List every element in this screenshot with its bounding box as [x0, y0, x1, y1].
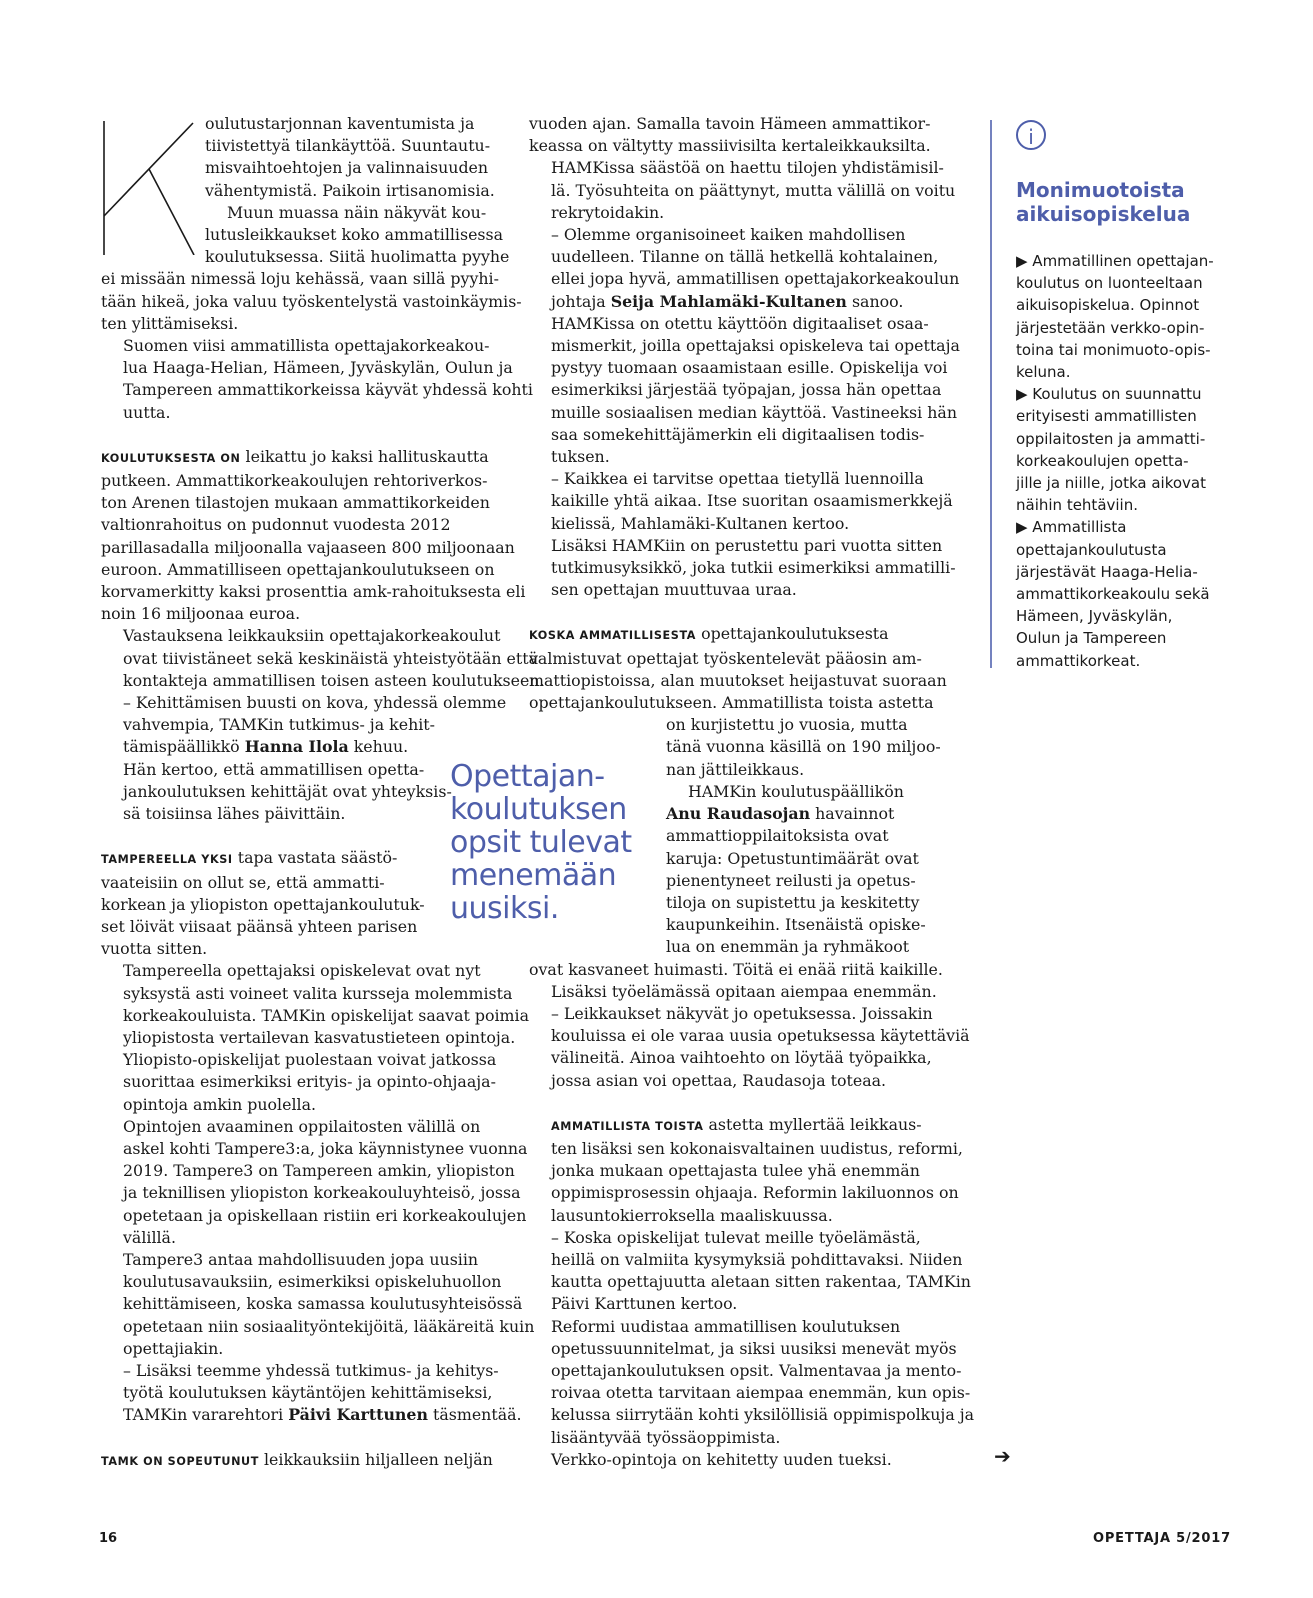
text-line: korkeakouluista. TAMKin opiskelijat saavat poimia [123, 1005, 529, 1025]
text-line: 2019. Tampere3 on Tampereen amkin, yliopiston [123, 1161, 515, 1181]
text-line: ja teknillisen yliopiston korkeakouluyhteisö, jossa [123, 1183, 521, 1203]
text-line: välillä. [123, 1227, 176, 1247]
text-line: nan jättileikkaus. [666, 759, 805, 779]
text-line: – Lisäksi teemme yhdessä tutkimus- ja kehitys- [123, 1360, 499, 1380]
sidebar-line: korkeakoulujen opetta- [1016, 451, 1189, 470]
text-line: Yliopisto-opiskelijat puolestaan voivat jatkossa [123, 1050, 497, 1070]
person-name: Päivi Karttunen [288, 1405, 428, 1425]
paragraph [101, 1249, 535, 1360]
text-line: esimerkiksi järjestää työpajan, jossa hän opettaa [551, 380, 942, 400]
text-line: astetta myllertää leikkaus- [703, 1114, 922, 1134]
text-line: leikattu jo kaksi hallituskautta [240, 446, 489, 466]
paragraph [529, 313, 960, 468]
sidebar-line: järjestetään verkko-opin- [1016, 318, 1205, 337]
text-line: tään hikeä, joka valuu työskentelystä vastoinkäymis- [101, 291, 522, 311]
text-line: lua on enemmän ja ryhmäkoot [666, 937, 910, 957]
paragraph [529, 157, 956, 224]
text-line: – Leikkaukset näkyvät jo opetuksessa. Joissakin [551, 1003, 933, 1023]
text-line: Lisäksi HAMKiin on perustettu pari vuotta sitten [551, 535, 943, 555]
text-line: Tampereella opettajaksi opiskelevat ovat nyt [123, 961, 481, 981]
text-line: ten ylittämiseksi. [101, 313, 239, 333]
next-page-arrow-icon: ➔ [994, 1444, 1011, 1468]
paragraph: HAMKin koulutuspäällikön Anu Raudasojan havainnot ammattioppilaitoksista ovat karuja: Opetustuntimäärät ovat pienentyneet reilusti ja opetus- tiloja on supistettu ja keskitetty kaupunkeihin. Itsenäistä opiske- lua on enemmän ja ryhmäkoot [529, 781, 939, 959]
kicker: KOSKA AMMATILLISESTA [529, 629, 697, 643]
text-line: Suomen viisi ammatillista opettajakorkeakou- [123, 336, 490, 356]
text-line: koulutuksessa. Siitä huolimatta pyyhe [205, 247, 510, 267]
text-line: – Olemme organisoineet kaiken mahdollisen [551, 225, 906, 245]
text-line: kouluissa ei ole varaa uusia opetuksessa käytettäviä [551, 1026, 970, 1046]
info-sidebar [990, 120, 1232, 668]
paragraph [529, 1003, 970, 1092]
paragraph: – Lisäksi teemme yhdessä tutkimus- ja kehitys- työtä koulutuksen käytäntöjen kehittämiseksi, TAMKin vararehtori Päivi Karttunen täsmentää. [101, 1360, 513, 1427]
text-line: ei missään nimessä loju kehässä, vaan sillä pyyhi- [101, 269, 499, 289]
text-line: oulutustarjonnan kaventumista ja [205, 114, 475, 133]
text-line: vuoden ajan. Samalla tavoin Hämeen ammattikor- [529, 114, 931, 133]
text-line: opettajankoulutukseen. Ammatillista toista astetta [529, 693, 934, 713]
text-line: kelussa siirrytään kohti yksilöllisiä oppimispolkuja ja [551, 1405, 975, 1425]
text-line: set löivät viisaat päänsä yhteen parisen [101, 916, 418, 936]
text-line: lä. Työsuhteita on päättynyt, mutta välillä on voitu [551, 180, 956, 200]
text-line: lisääntyvää työssäoppimista. [551, 1427, 781, 1447]
paragraph [529, 468, 953, 535]
text-line: ellei jopa hyvä, ammatillisen opettajakorkeakoulun [551, 269, 960, 289]
text-line: kontakteja ammatillisen toisen asteen koulutukseen. [123, 670, 545, 690]
text-line: Hän kertoo, että ammatillisen opetta- [123, 759, 425, 779]
paragraph [101, 268, 522, 335]
sidebar-line: ▶ Koulutus on suunnattu [1016, 385, 1202, 404]
kicker: TAMK ON SOPEUTUNUT [101, 1454, 259, 1468]
text-line: oppimisprosessin ohjaaja. Reformin lakiluonnos on [551, 1183, 959, 1203]
sidebar-line: Oulun ja Tampereen [1016, 629, 1167, 648]
paragraph [529, 981, 939, 1003]
pull-quote: Opettajan- koulutuksen opsit tulevat menemään uusiksi. [450, 759, 632, 926]
text-line: HAMKissa on otettu käyttöön digitaaliset osaa- [551, 313, 929, 333]
info-icon: i [1016, 120, 1046, 150]
text-line: mismerkit, joilla opettajaksi opiskeleva tai opettaja [551, 336, 960, 356]
text-line: on kurjistettu jo vuosia, mutta [666, 715, 908, 735]
text-line: lutusleikkaukset koko ammatillisessa [205, 225, 504, 245]
text-line: tänä vuonna käsillä on 190 miljoo- [666, 737, 941, 757]
text-line: ten lisäksi sen kokonaisvaltainen uudistus, reformi, [551, 1138, 963, 1158]
text-line: vahvempia, TAMKin tutkimus- ja kehit- [123, 715, 435, 735]
paragraph [101, 960, 529, 1115]
text-line: kaikille yhtä aikaa. Itse suoritan osaamismerkkejä [551, 491, 953, 511]
text-line: tiloja on supistettu ja keskitetty [666, 892, 920, 912]
text-line: valtionrahoitus on pudonnut vuodesta 2012 [101, 515, 451, 535]
text-line: parillasadalla miljoonalla vajaaseen 800 miljoonaan [101, 537, 515, 557]
sidebar-line: näihin tehtäviin. [1016, 496, 1138, 515]
paragraph [529, 623, 947, 714]
sidebar-line: erityisesti ammatillisten [1016, 407, 1197, 426]
text-line: heillä on valmiita kysymyksiä pohdittavaksi. Niiden [551, 1249, 963, 1269]
text-line: sen opettajan muuttuvaa uraa. [551, 580, 797, 600]
text-line: askel kohti Tampere3:a, joka käynnistynee vuonna [123, 1138, 528, 1158]
text-line: pystyy tuomaan osaamistaan esille. Opiskelija voi [551, 358, 948, 378]
text-line: – Kaikkea ei tarvitse opettaa tietyllä luennoilla [551, 469, 924, 489]
paragraph [101, 113, 513, 268]
paragraph [529, 1114, 963, 1227]
paragraph [101, 625, 545, 692]
text-line: kaupunkeihin. Itsenäistä opiske- [666, 915, 926, 935]
person-name: Hanna Ilola [244, 737, 349, 757]
text-line: Tampereen ammattikorkeissa käyvät yhdessä kohti [123, 380, 533, 400]
text-line: Opintojen avaaminen oppilaitosten välillä on [123, 1116, 481, 1136]
text-line: vaateisiin on ollut se, että ammatti- [101, 872, 385, 892]
sidebar-line: ▶ Ammatillista [1016, 518, 1127, 537]
paragraph [529, 1449, 939, 1471]
sidebar-line: järjestävät Haaga-Helia- [1016, 562, 1198, 581]
text-line: korkean ja yliopiston opettajankoulutuk- [101, 894, 425, 914]
text-line: ammattioppilaitoksista ovat [666, 826, 889, 846]
text-line: ovat tiivistäneet sekä keskinäistä yhteistyötään että [123, 648, 538, 668]
text-line: roivaa otetta tarvitaan aiempaa enemmän, kun opis- [551, 1383, 971, 1403]
text-line: kautta opettajuutta aletaan sitten rakentaa, TAMKin [551, 1272, 971, 1292]
text-line: opettajiakin. [123, 1338, 224, 1358]
paragraph [101, 335, 533, 424]
paragraph: ovat kasvaneet huimasti. Töitä ei enää riitä kaikille. [529, 959, 943, 979]
text-line: tutkimusyksikkö, joka tutkii esimerkiksi ammatilli- [551, 558, 956, 578]
text-line: tuksen. [551, 447, 610, 467]
text-line: lausuntokierroksella maaliskuussa. [551, 1205, 833, 1225]
text-line: euroon. Ammatilliseen opettajankoulutukseen on [101, 559, 495, 579]
text-line: Lisäksi työelämässä opitaan aiempaa enemmän. [551, 981, 937, 1001]
text-line: putkeen. Ammattikorkeakoulujen rehtoriverkos- [101, 471, 488, 491]
sidebar-line: ammattikorkeat. [1016, 651, 1141, 670]
kicker: KOULUTUKSESTA ON [101, 451, 241, 465]
sidebar-line: oppilaitosten ja ammatti- [1016, 429, 1206, 448]
text-line: rekrytoidakin. [551, 202, 665, 222]
sidebar-line: keluna. [1016, 363, 1071, 382]
text-line: Muun muassa näin näkyvät kou- [227, 202, 487, 222]
kicker: AMMATILLISTA TOISTA [551, 1119, 704, 1133]
text-line: kehittämiseen, koska samassa koulutusyhteisössä [123, 1294, 523, 1314]
sidebar-line: aikuisopiskelua. Opinnot [1016, 296, 1200, 315]
text-line: ton Arenen tilastojen mukaan ammattikorkeiden [101, 493, 490, 513]
text-line: saa somekehittäjämerkin eli digitaalisen todis- [551, 424, 925, 444]
text-line: vuotta sitten. [101, 939, 208, 959]
paragraph: – Kehittämisen buusti on kova, yhdessä olemme vahvempia, TAMKin tutkimus- ja kehit- tämispäällikkö Hanna Ilola kehuu. [101, 692, 513, 759]
text-line: kielissä, Mahlamäki-Kultanen kertoo. [551, 513, 850, 533]
paragraph [101, 1116, 528, 1249]
text-line: keassa on vältytty massiivisilta kertaleikkauksilta. [529, 136, 931, 156]
text-line: opetetaan ja opiskellaan ristiin eri korkeakoulujen [123, 1205, 527, 1225]
text-line: mattiopistoissa, alan muutokset heijastuvat suoraan [529, 670, 947, 690]
paragraph [101, 446, 526, 626]
sidebar-line: opettajankoulutusta [1016, 540, 1167, 559]
text-line: koulutusavauksiin, esimerkiksi opiskeluhuollon [123, 1272, 502, 1292]
sidebar-title: Monimuotoista aikuisopiskelua [1016, 178, 1191, 226]
person-name: Seija Mahlamäki-Kultanen [610, 291, 847, 311]
text-line: jossa asian voi opettaa, Raudasoja toteaa. [551, 1070, 887, 1090]
text-line: Päivi Karttunen kertoo. [551, 1294, 738, 1314]
page-number: 16 [99, 1531, 118, 1546]
text-line: misvaihtoehtojen ja valinnaisuuden [205, 158, 489, 178]
text-line: noin 16 miljoonaa euroa. [101, 604, 301, 624]
text-line: Tampere3 antaa mahdollisuuden jopa uusiin [123, 1249, 479, 1269]
text-line: Verkko-opintoja on kehitetty uuden tueksi. [551, 1449, 892, 1469]
text-line: vähentymistä. Paikoin irtisanomisia. [205, 180, 495, 200]
text-line: jonka mukaan opettajasta tulee yhä enemmän [551, 1161, 920, 1181]
text-line: yliopistosta vertailevan kasvatustieteen opintoja. [123, 1027, 516, 1047]
text-line: opintoja amkin puolella. [123, 1094, 317, 1114]
paragraph [529, 1227, 971, 1316]
text-line: Vastauksena leikkauksiin opettajakorkeakoulut [123, 626, 501, 646]
text-line: suorittaa esimerkiksi erityis- ja opinto-ohjaaja- [123, 1072, 496, 1092]
text-line: työtä koulutuksen käytäntöjen kehittämiseksi, [123, 1383, 493, 1403]
text-line: tapa vastata säästö- [232, 848, 398, 868]
paragraph [529, 535, 956, 602]
sidebar-line: jille ja niille, jotka aikovat [1016, 474, 1206, 493]
text-line: syksystä asti voineet valita kursseja molemmista [123, 983, 513, 1003]
sidebar-line: toina tai monimuoto-opis- [1016, 340, 1211, 359]
text-line: korvamerkitty kaksi prosenttia amk-rahoituksesta eli [101, 582, 526, 602]
text-line: pienentyneet reilusti ja opetus- [666, 870, 916, 890]
sidebar-line: ammattikorkeakoulu sekä [1016, 585, 1210, 604]
text-line: uudelleen. Tilanne on tällä hetkellä kohtalainen, [551, 247, 939, 267]
sidebar-line: ▶ Ammatillinen opettajan- [1016, 252, 1214, 270]
text-line: valmistuvat opettajat työskentelevät pääosin am- [529, 648, 922, 668]
person-name: Anu Raudasojan [666, 804, 811, 824]
paragraph [529, 113, 939, 157]
paragraph: TAMK ON SOPEUTUNUT leikkauksiin hiljalleen neljän [101, 1449, 493, 1469]
text-line: opettajankoulutuksen opsit. Valmentavaa ja mento- [551, 1360, 962, 1380]
text-line: opettajankoulutuksesta [696, 624, 889, 644]
text-line: välineitä. Ainoa vaihtoehto on löytää työpaikka, [551, 1048, 932, 1068]
sidebar-line: koulutus on luonteeltaan [1016, 274, 1203, 293]
text-line: opetussuunnitelmat, ja siksi uusiksi menevät myös [551, 1338, 957, 1358]
text-line: lua Haaga-Helian, Hämeen, Jyväskylän, Oulun ja [123, 358, 513, 378]
sidebar-body [1016, 250, 1236, 672]
text-line: HAMKissa säästöä on haettu tilojen yhdistämisil- [551, 158, 944, 178]
text-line: jankoulutuksen kehittäjät ovat yhteyksis- [123, 781, 452, 801]
paragraph [529, 1316, 975, 1449]
text-line: muille sosiaalisen median käyttöä. Vastineeksi hän [551, 402, 958, 422]
sidebar-line: Hämeen, Jyväskylän, [1016, 607, 1173, 626]
text-line: opetetaan niin sosiaalityöntekijöitä, lääkäreitä kuin [123, 1316, 535, 1336]
paragraph: – Olemme organisoineet kaiken mahdollisen uudelleen. Tilanne on tällä hetkellä kohtalainen, ellei jopa hyvä, ammatillisen opettajakorkeakoulun johtaja Seija Mahlamäki-Kultanen sanoo. [529, 224, 939, 313]
text-line: sä toisiinsa lähes päivittäin. [123, 804, 346, 824]
text-line: uutta. [123, 402, 171, 422]
text-line: – Koska opiskelijat tulevat meille työelämästä, [551, 1227, 921, 1247]
text-line: – Kehittämisen buusti on kova, yhdessä olemme [123, 693, 507, 713]
magazine-issue: OPETTAJA 5/2017 [1093, 1531, 1231, 1546]
text-line: karuja: Opetustuntimäärät ovat [666, 848, 919, 868]
text-line: tiivistettyä tilankäyttöä. Suuntautu- [205, 136, 491, 156]
text-line: Reformi uudistaa ammatillisen koulutuksen [551, 1316, 901, 1336]
kicker: TAMPEREELLA YKSI [101, 853, 233, 867]
